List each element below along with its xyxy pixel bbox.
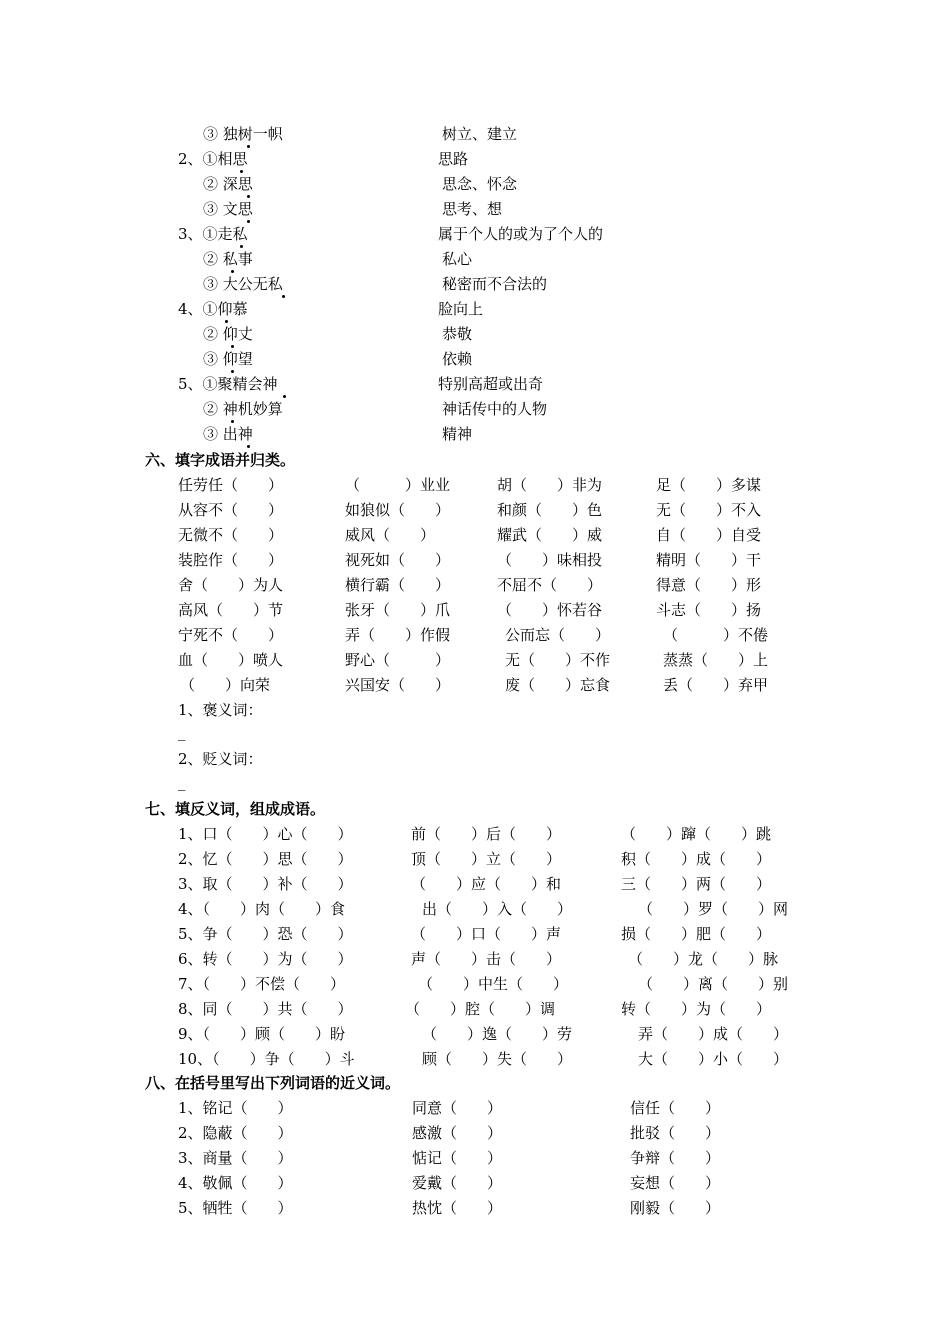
part5-word: 4、①仰慕	[178, 300, 248, 318]
part5-word: ③ 独树一帜	[203, 125, 283, 143]
synonym-item: 惦记（ ）	[412, 1149, 503, 1167]
idiom-item: 丢（ ）弃甲	[663, 676, 769, 694]
antonym-item: 3、取（ ）补（ ）	[178, 875, 353, 893]
synonym-item: 热忱（ ）	[412, 1199, 503, 1217]
antonym-item: （ ）龙（ ）脉	[628, 950, 779, 968]
antonym-item: 出（ ）入（ ）	[422, 900, 573, 918]
part5-meaning: 树立、建立	[442, 125, 518, 143]
antonym-item: 顶（ ）立（ ）	[411, 850, 562, 868]
part5-word: ③ 文思	[203, 200, 253, 218]
idiom-item: （ ）怀若谷	[497, 601, 603, 619]
synonym-item: 妄想（ ）	[630, 1174, 721, 1192]
emphasis-dot	[247, 195, 250, 198]
derogatory-label: 2、贬义词：	[178, 750, 263, 768]
part5-word: ② 仰丈	[203, 325, 253, 343]
idiom-item: 兴国安（ ）	[345, 676, 451, 694]
emphasis-dot	[231, 270, 234, 273]
part5-meaning: 特别高超或出奇	[438, 375, 544, 393]
synonym-item: 批驳（ ）	[630, 1124, 721, 1142]
synonym-item: 信任（ ）	[630, 1099, 721, 1117]
idiom-item: 耀武（ ）威	[497, 526, 603, 544]
part5-word: 3、①走私	[178, 225, 248, 243]
part5-meaning: 思路	[438, 150, 469, 168]
emphasis-dot	[247, 145, 250, 148]
synonym-item: 争辩（ ）	[630, 1149, 721, 1167]
synonym-item: 3、商量（ ）	[178, 1149, 293, 1167]
synonym-item: 4、敬佩（ ）	[178, 1174, 293, 1192]
antonym-item: 顾（ ）失（ ）	[422, 1050, 573, 1068]
part5-meaning: 依赖	[442, 350, 473, 368]
antonym-item: 转（ ）为（ ）	[621, 1000, 772, 1018]
idiom-item: 弄（ ）作假	[345, 626, 451, 644]
antonym-item: （ ）罗（ ）网	[638, 900, 789, 918]
idiom-item: 无微不（ ）	[178, 526, 284, 544]
antonym-item: （ ）中生（ ）	[418, 975, 569, 993]
idiom-item: 自（ ）自受	[656, 526, 762, 544]
emphasis-dot	[283, 395, 286, 398]
idiom-item: 视死如（ ）	[345, 551, 451, 569]
idiom-item: 从容不（ ）	[178, 501, 284, 519]
part6-heading: 六、填字成语并归类。	[145, 451, 296, 469]
part5-meaning: 属于个人的或为了个人的	[438, 225, 604, 243]
part5-meaning: 脸向上	[438, 300, 484, 318]
synonym-item: 2、隐蔽（ ）	[178, 1124, 293, 1142]
emphasis-dot	[231, 345, 234, 348]
idiom-item: 高风（ ）节	[178, 601, 284, 619]
antonym-item: 4、（ ）肉（ ）食	[178, 900, 346, 918]
antonym-item: 前（ ）后（ ）	[411, 825, 562, 843]
part5-word: ③ 仰望	[203, 350, 253, 368]
idiom-item: 任劳任（ ）	[178, 476, 284, 494]
idiom-item: 野心（ ）	[345, 651, 451, 669]
idiom-item: 足（ ）多谋	[656, 476, 762, 494]
idiom-item: 无（ ）不作	[505, 651, 611, 669]
idiom-item: 威风（ ）	[345, 526, 436, 544]
emphasis-dot	[247, 445, 250, 448]
antonym-item: 9、（ ）顾（ ）盼	[178, 1025, 346, 1043]
idiom-item: （ ）向荣	[180, 676, 271, 694]
synonym-item: 1、铭记（ ）	[178, 1099, 293, 1117]
antonym-item: 声（ ）击（ ）	[411, 950, 562, 968]
idiom-item: 装腔作（ ）	[178, 551, 284, 569]
part5-word: 5、①聚精会神	[178, 375, 278, 393]
idiom-item: 公而忘（ ）	[505, 626, 611, 644]
synonym-item: 刚毅（ ）	[630, 1199, 721, 1217]
answer-blank[interactable]: _	[178, 723, 186, 741]
part5-meaning: 私心	[442, 250, 473, 268]
part5-meaning: 思考、想	[442, 200, 503, 218]
idiom-item: 无（ ）不入	[656, 501, 762, 519]
part5-word: ② 私事	[203, 250, 253, 268]
part5-meaning: 秘密而不合法的	[442, 275, 548, 293]
idiom-item: 不屈不（ ）	[497, 576, 603, 594]
emphasis-dot	[282, 295, 285, 298]
synonym-item: 爱戴（ ）	[412, 1174, 503, 1192]
antonym-item: 8、同（ ）共（ ）	[178, 1000, 353, 1018]
antonym-item: （ ）口（ ）声	[411, 925, 562, 943]
idiom-item: 蒸蒸（ ）上	[663, 651, 769, 669]
antonym-item: （ ）离（ ）别	[638, 975, 789, 993]
part8-heading: 八、在括号里写出下列词语的近义词。	[145, 1074, 401, 1092]
antonym-item: 弄（ ）成（ ）	[638, 1025, 789, 1043]
idiom-item: 血（ ）喷人	[178, 651, 284, 669]
part5-meaning: 神话传中的人物	[442, 400, 548, 418]
commendatory-label: 1、褒义词：	[178, 701, 263, 719]
antonym-item: 6、转（ ）为（ ）	[178, 950, 353, 968]
idiom-item: 斗志（ ）扬	[656, 601, 762, 619]
emphasis-dot	[240, 245, 243, 248]
antonym-item: （ ）应（ ）和	[411, 875, 562, 893]
antonym-item: 7、（ ）不偿（ ）	[178, 975, 346, 993]
antonym-item: （ ）蹿（ ）跳	[621, 825, 772, 843]
synonym-item: 同意（ ）	[412, 1099, 503, 1117]
emphasis-dot	[247, 220, 250, 223]
antonym-item: （ ）逸（ ）劳	[422, 1025, 573, 1043]
part5-word: ③ 大公无私	[203, 275, 283, 293]
part5-meaning: 精神	[442, 425, 473, 443]
part5-word: ② 神机妙算	[203, 400, 283, 418]
idiom-item: （ ）业业	[345, 476, 451, 494]
idiom-item: 和颜（ ）色	[497, 501, 603, 519]
idiom-item: （ ）味相投	[497, 551, 603, 569]
idiom-item: 宁死不（ ）	[178, 626, 284, 644]
emphasis-dot	[240, 170, 243, 173]
antonym-item: 1、口（ ）心（ ）	[178, 825, 353, 843]
part5-meaning: 恭敬	[442, 325, 473, 343]
antonym-item: 10、（ ）争（ ）斗	[178, 1050, 355, 1068]
part7-heading: 七、填反义词，组成成语。	[145, 800, 326, 818]
antonym-item: 三（ ）两（ ）	[621, 875, 772, 893]
idiom-item: 得意（ ）形	[656, 576, 762, 594]
part5-word: ② 深思	[203, 175, 253, 193]
part5-meaning: 思念、怀念	[442, 175, 518, 193]
antonym-item: 损（ ）肥（ ）	[621, 925, 772, 943]
antonym-item: 2、忆（ ）思（ ）	[178, 850, 353, 868]
synonym-item: 感激（ ）	[412, 1124, 503, 1142]
idiom-item: 张牙（ ）爪	[345, 601, 451, 619]
synonym-item: 5、牺牲（ ）	[178, 1199, 293, 1217]
emphasis-dot	[231, 370, 234, 373]
emphasis-dot	[225, 320, 228, 323]
idiom-item: （ ）不倦	[663, 626, 769, 644]
answer-blank[interactable]: _	[178, 773, 186, 791]
idiom-item: 横行霸（ ）	[345, 576, 451, 594]
part5-word: 2、①相思	[178, 150, 248, 168]
antonym-item: 大（ ）小（ ）	[638, 1050, 789, 1068]
idiom-item: 如狼似（ ）	[345, 501, 451, 519]
idiom-item: 胡（ ）非为	[497, 476, 603, 494]
antonym-item: （ ）腔（ ）调	[405, 1000, 556, 1018]
idiom-item: 废（ ）忘食	[505, 676, 611, 694]
idiom-item: 舍（ ）为人	[178, 576, 284, 594]
emphasis-dot	[231, 420, 234, 423]
part5-word: ③ 出神	[203, 425, 253, 443]
idiom-item: 精明（ ）干	[656, 551, 762, 569]
antonym-item: 积（ ）成（ ）	[621, 850, 772, 868]
antonym-item: 5、争（ ）恐（ ）	[178, 925, 353, 943]
